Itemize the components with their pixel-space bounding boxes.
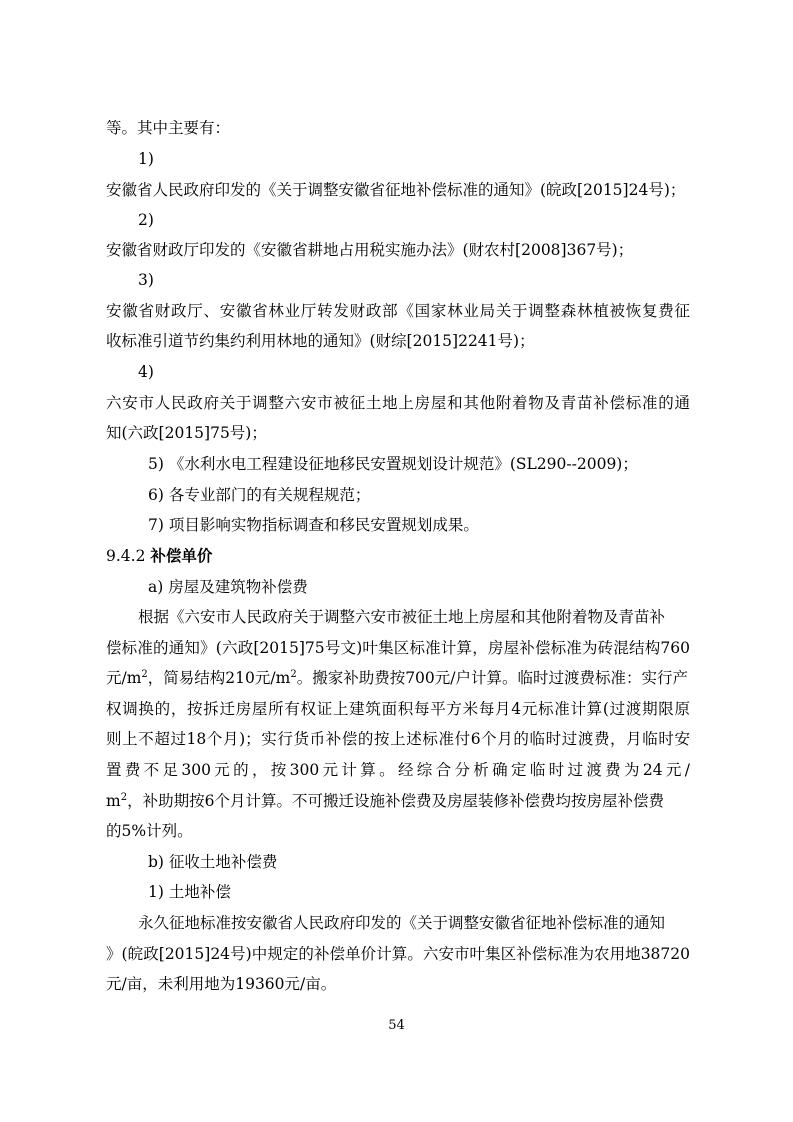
text-line: 安徽省财政厅印发的《安徽省耕地占用税实施办法》(财农村[2008]367号)； [106, 241, 634, 259]
paragraph-line: 偿标准的通知》(六政[2015]75号文)叶集区标准计算，房屋补偿标准为砖混结构760 [106, 639, 690, 657]
paragraph-line: 的5%计列。 [106, 822, 193, 840]
section-heading [106, 546, 690, 566]
text-fragment: ，补助期按6个月计算。不可搬迁设施补偿费及房屋装修补偿费均按房屋补偿费 [127, 792, 664, 810]
text-line: 知(六政[2015]75号)； [106, 424, 267, 442]
paragraph-line: 》(皖政[2015]24号)中规定的补偿单价计算。六安市叶集区补偿标准为农用地38720 [106, 945, 690, 963]
text-line: 等。其中主要有： [106, 119, 231, 137]
paragraph-line [106, 668, 690, 688]
paragraph-line: 元/亩，未利用地为19360元/亩。 [106, 975, 337, 993]
paragraph-line: 权调换的，按拆迁房屋所有权证上建筑面积每平方米每月4元标准计算(过渡期限原 [106, 700, 690, 718]
superscript: 2 [290, 668, 297, 680]
text-fragment: ，简易结构210元/m [147, 669, 291, 687]
page-number: 54 [388, 1018, 405, 1033]
section-number: 9.4.2 [106, 547, 146, 565]
text-fragment: m [106, 792, 121, 810]
list-item: 7) 项目影响实物指标调查和移民安置规划成果。 [148, 516, 479, 534]
paragraph-line: 置费不足300元的，按300元计算。经综合分析确定临时过渡费为24元/ [106, 761, 690, 779]
text-line: 收标准引道节约集约利用林地的通知》(财综[2015]2241号)； [106, 332, 535, 350]
superscript: 2 [120, 791, 128, 803]
paragraph-line: 根据《六安市人民政府关于调整六安市被征土地上房屋和其他附着物及青苗补 [138, 608, 666, 626]
list-number: 2) [138, 211, 154, 229]
list-number: 3) [138, 271, 154, 289]
text-fragment: 元/m [106, 669, 142, 687]
list-number: 4) [138, 363, 154, 381]
text-line: 安徽省人民政府印发的《关于调整安徽省征地补偿标准的通知》(皖政[2015]24号)； [106, 181, 686, 199]
paragraph-line: 永久征地标准按安徽省人民政府印发的《关于调整安徽省征地补偿标准的通知 [138, 914, 666, 932]
subsection-heading: 1) 土地补偿 [148, 883, 231, 901]
text-fragment: 。搬家补助费按700元/户计算。临时过渡费标准：实行产 [296, 669, 688, 687]
section-title: 补偿单价 [150, 547, 213, 565]
subsection-heading: a) 房屋及建筑物补偿费 [148, 578, 308, 596]
paragraph-line [106, 791, 690, 811]
list-number: 1) [138, 150, 154, 168]
text-line: 六安市人民政府关于调整六安市被征土地上房屋和其他附着物及青苗补偿标准的通 [106, 394, 690, 412]
text-line: 安徽省财政厅、安徽省林业厅转发财政部《国家林业局关于调整森林植被恢复费征 [106, 302, 690, 320]
list-item: 6) 各专业部门的有关规程规范； [148, 486, 371, 504]
list-item: 5) 《水利水电工程建设征地移民安置规划设计规范》(SL290--2009)； [148, 455, 638, 473]
superscript: 2 [141, 668, 148, 680]
paragraph-line: 则上不超过18个月)；实行货币补偿的按上述标准付6个月的临时过渡费，月临时安 [106, 730, 690, 748]
subsection-heading: b) 征收土地补偿费 [148, 853, 278, 871]
